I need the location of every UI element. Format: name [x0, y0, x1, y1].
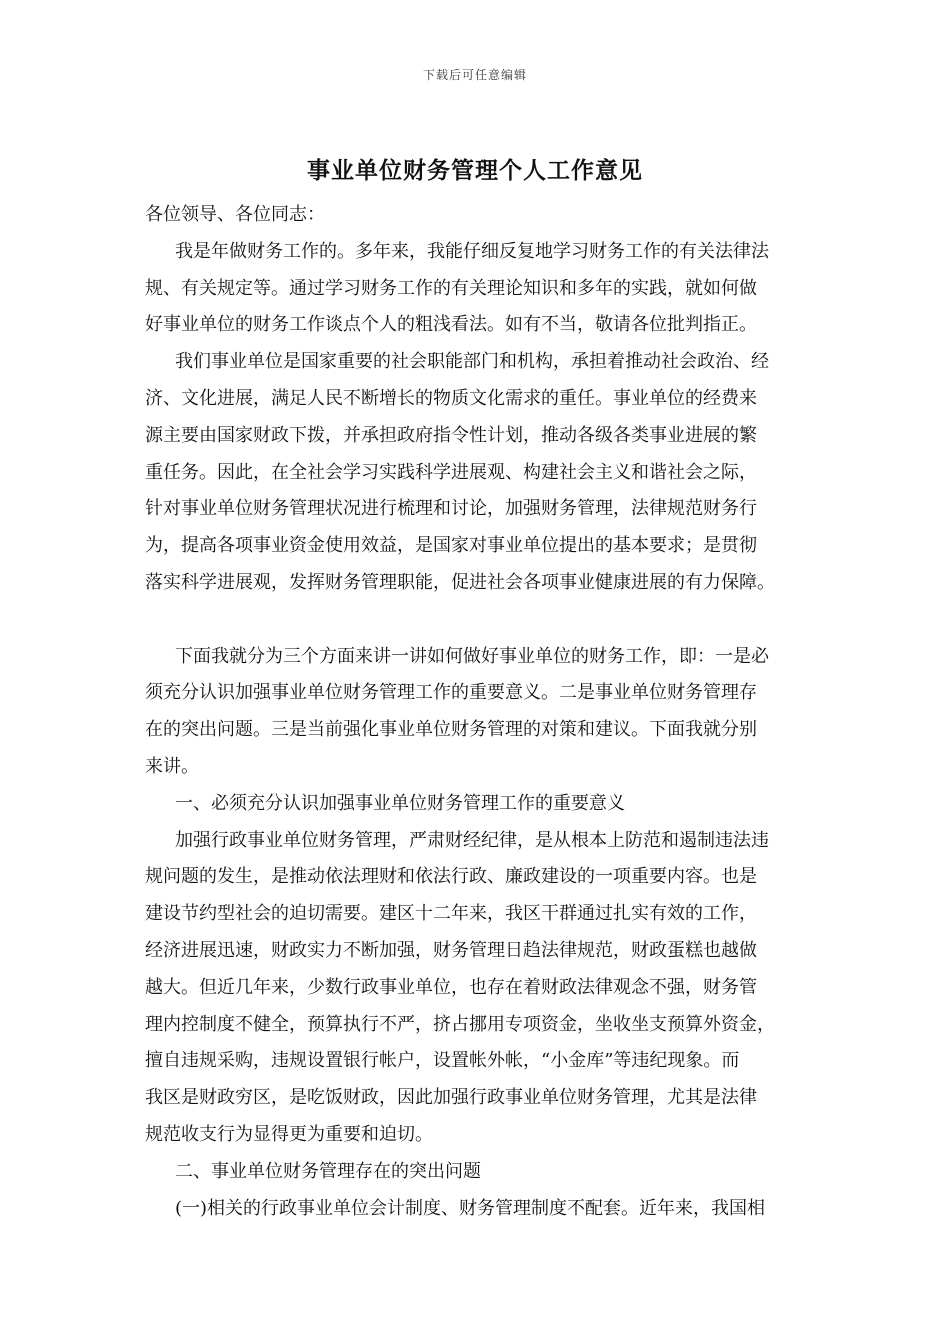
paragraph-line: 重任务。因此，在全社会学习实践科学进展观、构建社会主义和谐社会之际， — [145, 461, 757, 483]
paragraph-line: 理内控制度不健全，预算执行不严，挤占挪用专项资金，坐收坐支预算外资金， — [145, 1013, 775, 1035]
header-note: 下载后可任意编辑 — [422, 68, 527, 82]
paragraph-line: 规问题的发生，是推动依法理财和依法行政、廉政建设的一项重要内容。也是 — [145, 866, 757, 888]
document-title: 事业单位财务管理个人工作意见 — [307, 157, 643, 184]
paragraph-line: 经济进展迅速，财政实力不断加强，财务管理日趋法律规范，财政蛋糕也越做 — [145, 939, 757, 961]
paragraph-line: (一)相关的行政事业单位会计制度、财务管理制度不配套。近年来，我国相 — [175, 1197, 766, 1219]
paragraph-line: 越大。但近几年来，少数行政事业单位，也存在着财政法律观念不强，财务管 — [145, 976, 757, 998]
paragraph-line: 在的突出问题。三是当前强化事业单位财务管理的对策和建议。下面我就分别 — [145, 719, 757, 741]
paragraph-line: 建设节约型社会的迫切需要。建区十二年来，我区干群通过扎实有效的工作， — [145, 903, 757, 925]
paragraph-line: 我是年做财务工作的。多年来，我能仔细反复地学习财务工作的有关法律法 — [175, 240, 769, 262]
paragraph-line: 为，提高各项事业资金使用效益，是国家对事业单位提出的基本要求；是贯彻 — [145, 535, 757, 557]
blank-line — [145, 602, 825, 639]
paragraph-line: 我们事业单位是国家重要的社会职能部门和机构，承担着推动社会政治、经 — [175, 351, 769, 373]
paragraph-line: 加强行政事业单位财务管理，严肃财经纪律，是从根本上防范和遏制违法违 — [175, 829, 769, 851]
paragraph-line: 源主要由国家财政下拨，并承担政府指令性计划，推动各级各类事业进展的繁 — [145, 424, 757, 446]
paragraph-line: 下面我就分为三个方面来讲一讲如何做好事业单位的财务工作，即：一是必 — [175, 645, 769, 667]
paragraph-line: 好事业单位的财务工作谈点个人的粗浅看法。如有不当，敬请各位批判指正。 — [145, 314, 757, 336]
paragraph-line: 擅自违规采购，违规设置银行帐户，设置帐外帐，“小金库”等违纪现象。而 — [145, 1050, 740, 1072]
paragraph-line: 我区是财政穷区，是吃饭财政，因此加强行政事业单位财务管理，尤其是法律 — [145, 1087, 757, 1109]
paragraph-line: 规范收支行为显得更为重要和迫切。 — [145, 1123, 433, 1145]
paragraph-line: 一、必须充分认识加强事业单位财务管理工作的重要意义 — [175, 792, 625, 814]
paragraph-line: 规、有关规定等。通过学习财务工作的有关理论知识和多年的实践，就如何做 — [145, 277, 757, 299]
paragraph-line: 须充分认识加强事业单位财务管理工作的重要意义。二是事业单位财务管理存 — [145, 682, 757, 704]
paragraph-line: 落实科学进展观，发挥财务管理职能，促进社会各项事业健康进展的有力保障。 — [145, 571, 775, 593]
paragraph-line: 各位领导、各位同志： — [145, 204, 325, 225]
paragraph-line: 二、事业单位财务管理存在的突出问题 — [175, 1160, 481, 1182]
paragraph-line: 济、文化进展，满足人民不断增长的物质文化需求的重任。事业单位的经费来 — [145, 387, 757, 409]
paragraph-line: 来讲。 — [145, 755, 199, 777]
paragraph-line: 针对事业单位财务管理状况进行梳理和讨论，加强财务管理，法律规范财务行 — [145, 498, 757, 520]
document-body — [145, 197, 825, 1227]
